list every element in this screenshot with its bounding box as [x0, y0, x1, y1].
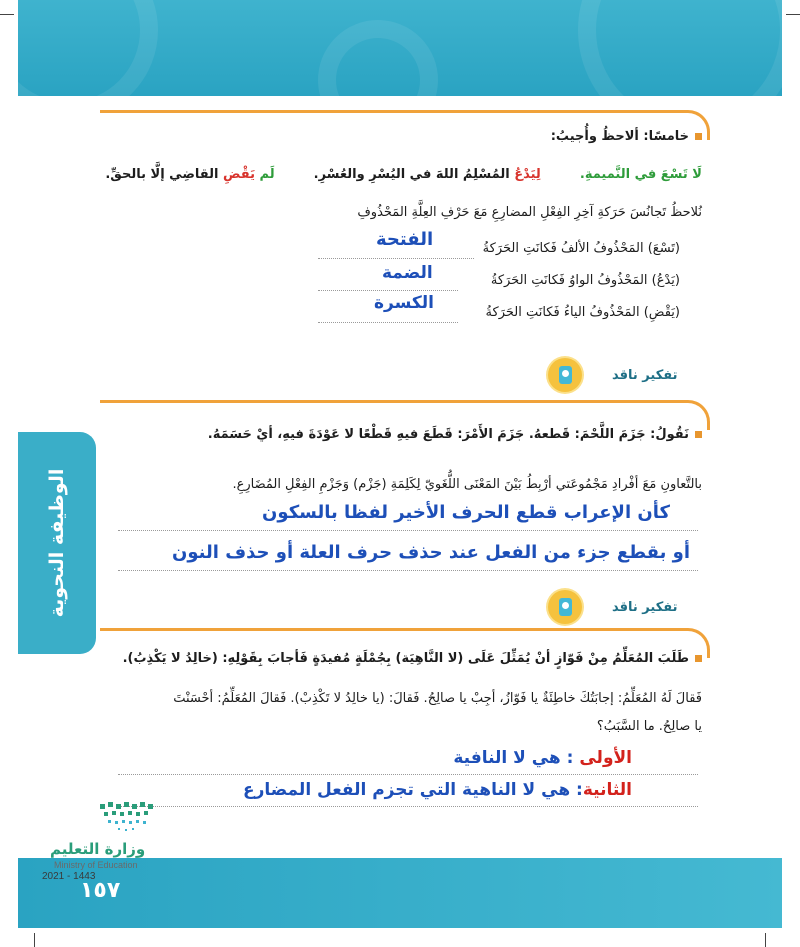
bullet-icon — [695, 431, 702, 438]
crop-mark — [34, 933, 35, 947]
row-prompt: (يَدْعُ) المَحْذُوفُ الواوُ فَكانَتِ الحَرَكةُ — [490, 273, 680, 288]
crop-mark — [786, 14, 800, 15]
answer-kasra: الكسرة — [374, 293, 435, 313]
critical-thinking-label: تفكير ناقد — [612, 600, 678, 615]
ministry-logo-icon — [96, 800, 160, 836]
ct1-task: بالتَّعاونِ مَعَ أفْرادِ مَجْمُوعَتي أرْبِطُ بَيْنَ المَعْنَى اللُّغَويّ لِكَلِمَةِ (جَزْم) وَجَزْمِ الفِعْلِ المُضَارِعِ. — [232, 477, 702, 492]
answer-line — [318, 290, 458, 291]
ct2-statement: طَلَبَ المُعَلِّمُ مِنْ فَوّازٍ أنْ يُمَثِّلَ عَلَى (لا النَّاهِيَة) بِجُمْلَةٍ مُفيدَةٍ فَأجابَ بِقَوْلِهِ: (خالِدُ لا يَكْذِبُ). — [123, 650, 702, 668]
critical-thinking-icon — [548, 358, 582, 392]
ct2-answer-1: الأولى : هي لا النافية — [453, 748, 632, 768]
bullet-icon — [695, 133, 702, 140]
answer-line — [118, 774, 698, 775]
crop-mark — [0, 14, 14, 15]
ministry-name-en: Ministry of Education — [54, 860, 138, 870]
bullet-icon — [695, 655, 702, 662]
section-title: خامسًا: ألاحظُ وأُجيبُ: — [551, 128, 702, 146]
ct1-statement: نَقُولُ: جَزَمَ اللَّحْمَ: قَطعهُ. جَزَمَ الأَمْرَ: قَطَعَ فيهِ قَطْعًا لا عَوْدَةَ فيهِ، أيْ حَسَمَهُ. — [208, 426, 702, 444]
side-tab-label: الوظيفة النحوية — [46, 468, 68, 618]
answer-fatha: الفتحة — [376, 229, 434, 250]
example-2: لِيَدْعُ المُسْلِمُ اللهَ في اليُسْرِ والعُسْرِ. — [313, 167, 541, 182]
instruction-text: نُلاحظُ تَجانُسَ حَرَكةِ آخِرِ الفِعْلِ المضارِعِ مَعَ حَرْفِ العِلَّةِ المَحْذُوفِ — [357, 205, 702, 220]
critical-thinking-label: تفكير ناقد — [612, 368, 678, 383]
side-tab — [18, 432, 96, 654]
examples-line — [102, 166, 702, 184]
ct2-dialogue-2: يا صالِحُ. ما السَّبَبُ؟ — [596, 719, 702, 734]
row-prompt: (تَسْعَ) المَحْذُوفُ الألفُ فَكانَتِ الحَرَكةُ — [482, 241, 680, 256]
page-number: ١٥٧ — [80, 878, 121, 903]
edition-year: 2021 - 1443 — [42, 871, 96, 882]
answer-line — [318, 258, 474, 259]
ct1-answer-1: كأن الإعراب قطع الحرف الأخير لفظا بالسكون — [262, 502, 670, 523]
answer-line — [118, 806, 698, 807]
answer-line — [318, 322, 458, 323]
example-1: لَا تَسْعَ في النَّميمةِ. — [579, 167, 702, 182]
crop-mark — [765, 933, 766, 947]
example-3: لَم يَقْضِ القاضِي إلَّا بالحقِّ. — [105, 167, 275, 182]
ct1-answer-2: أو بقطع جزء من الفعل عند حذف حرف العلة أو حذف النون — [172, 542, 690, 563]
ct2-answer-2: الثانية: هي لا الناهية التي تجزم الفعل المضارع — [243, 780, 632, 800]
critical-thinking-icon — [548, 590, 582, 624]
ct2-dialogue-1: فَقالَ لَهُ المُعَلِّمُ: إجابَتُكَ خاطِئَةٌ يا فَوّازُ، أجِبْ يا صالِحُ. فَقالَ: (يا خالِدُ لا تَكْذِبْ). فَقالَ المُعَلِّمُ: أحْسَنْتَ — [173, 691, 702, 706]
answer-line — [118, 530, 698, 531]
header-band — [18, 0, 782, 96]
answer-damma: الضمة — [382, 263, 433, 283]
answer-line — [118, 570, 698, 571]
row-prompt: (يَقْضِ) المَحْذُوفُ الياءُ فَكانَتِ الحَرَكةُ — [485, 305, 680, 320]
ministry-name-ar: وزارة التعليم — [50, 840, 146, 858]
